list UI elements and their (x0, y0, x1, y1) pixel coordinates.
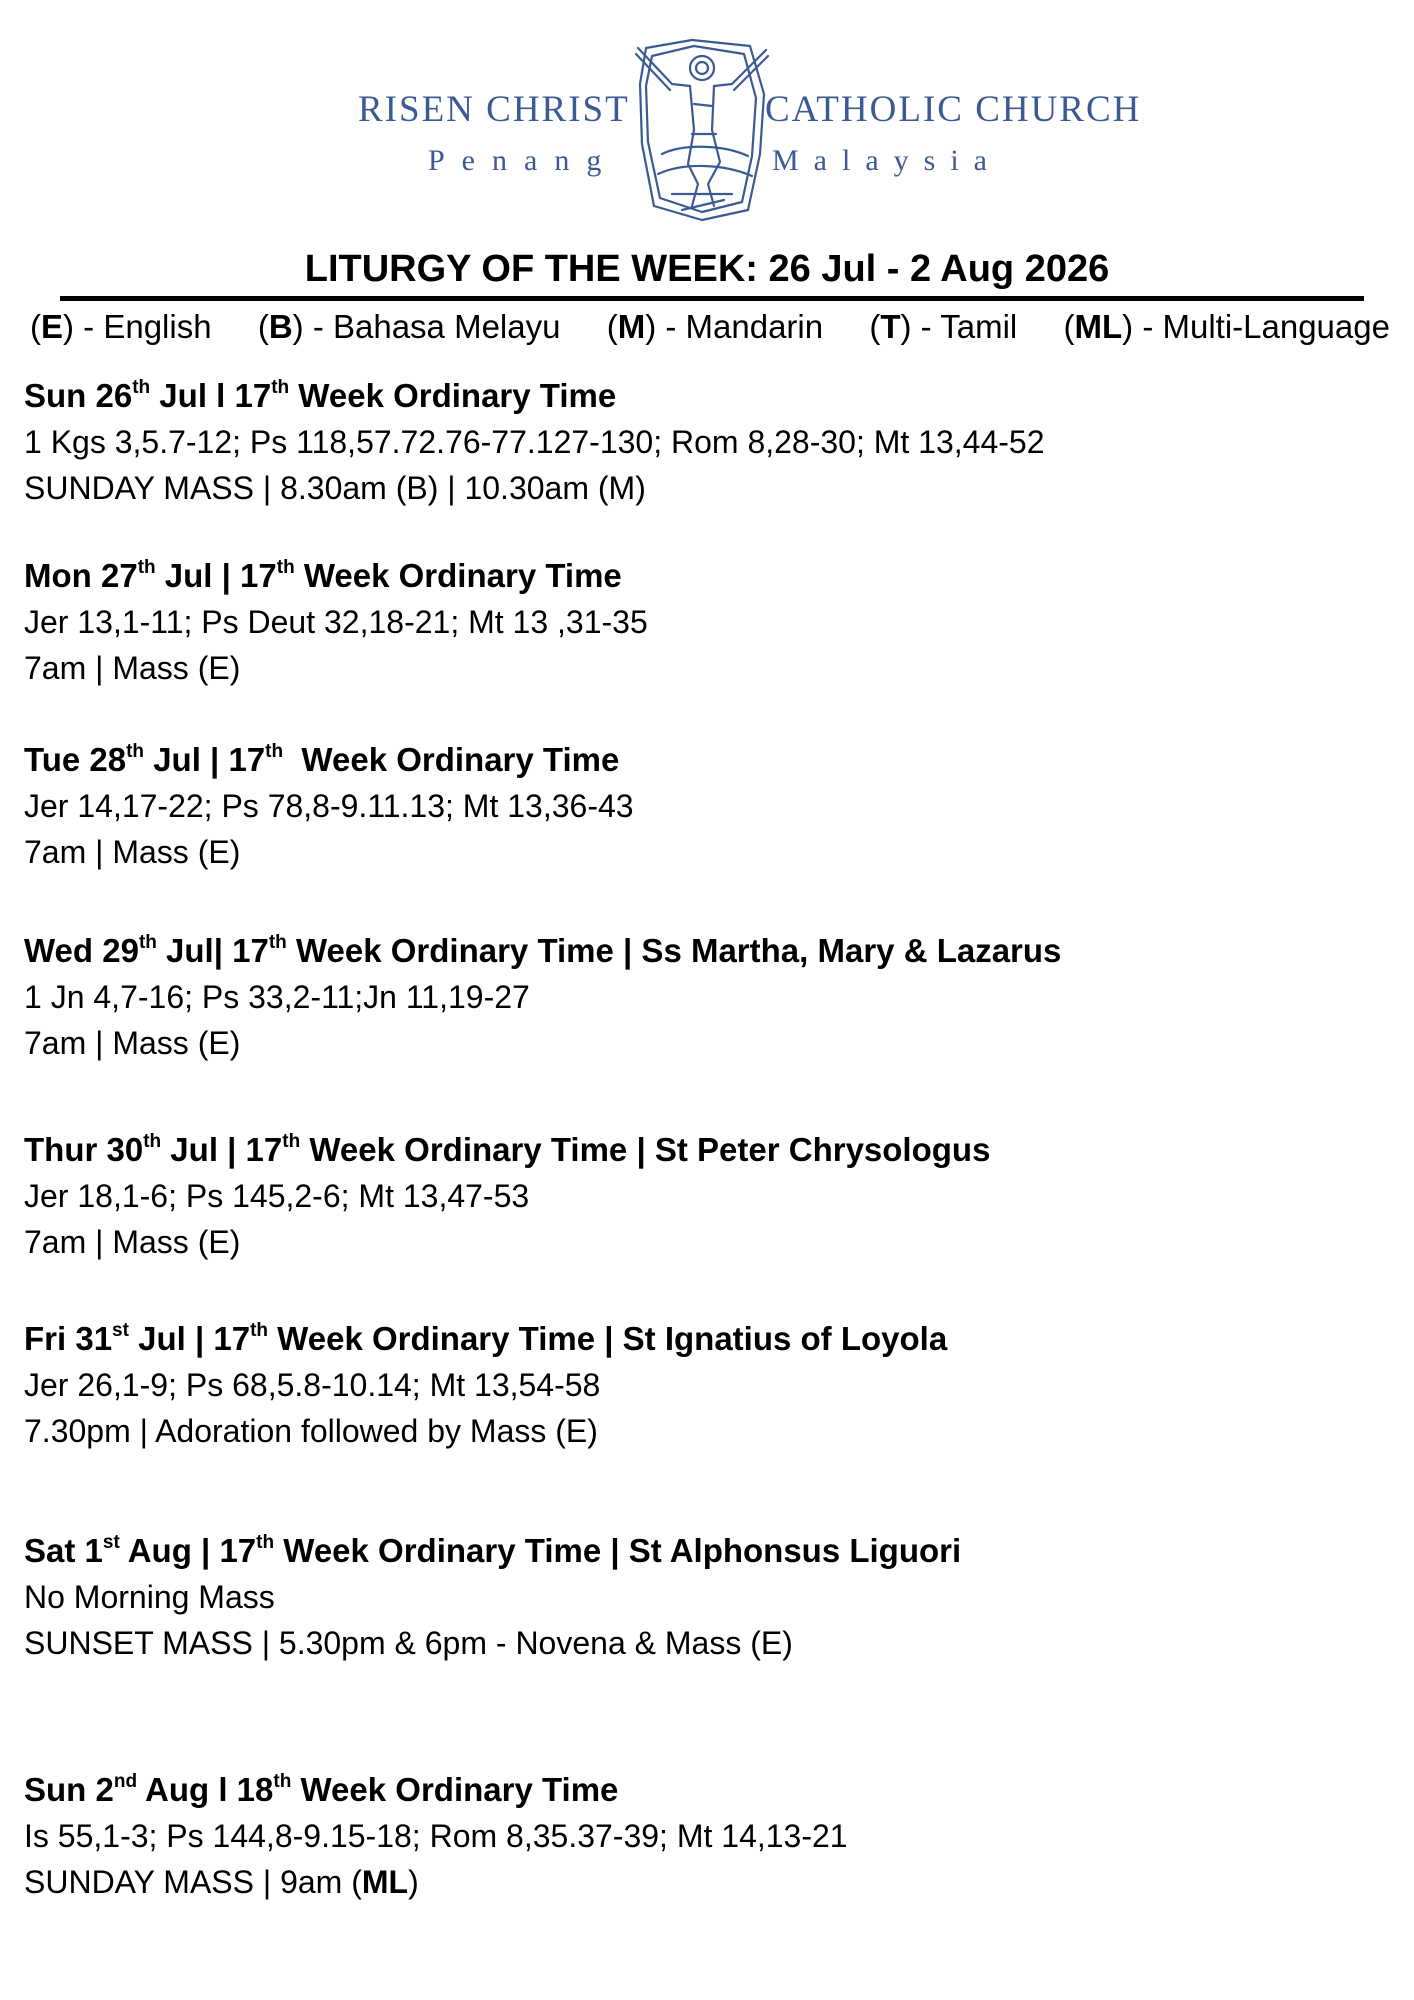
entry-heading: Mon 27th Jul | 17th Week Ordinary Time (24, 557, 622, 594)
church-name-left: RISEN CHRIST (358, 89, 630, 130)
entry-schedule: SUNSET MASS | 5.30pm & 6pm - Novena & Mass (E) (24, 1625, 793, 1661)
legend-item-multi-language: (ML) - Multi-Language (1063, 308, 1390, 345)
church-name-right: CATHOLIC CHURCH (765, 89, 1142, 130)
entry-readings: Jer 26,1-9; Ps 68,5.8-10.14; Mt 13,54-58 (24, 1367, 601, 1403)
liturgy-entry-thur-30-jul (24, 1127, 1394, 1265)
entry-schedule: SUNDAY MASS | 8.30am (B) | 10.30am (M) (24, 470, 646, 506)
church-place-left: Penang (428, 144, 619, 177)
entry-heading: Sun 26th Jul l 17th Week Ordinary Time (24, 377, 617, 414)
church-place-right: Malaysia (772, 144, 1002, 177)
liturgy-entry-tue-28-jul (24, 737, 1394, 875)
title-underline (60, 296, 1364, 301)
entry-heading: Sun 2nd Aug l 18th Week Ordinary Time (24, 1771, 619, 1808)
liturgy-entry-sat-1-aug (24, 1528, 1394, 1666)
entry-readings: 1 Kgs 3,5.7-12; Ps 118,57.72.76-77.127-130; Rom 8,28-30; Mt 13,44-52 (24, 424, 1045, 460)
entry-schedule: 7am | Mass (E) (24, 650, 241, 686)
church-header (0, 0, 1414, 240)
liturgy-entry-wed-29-jul (24, 928, 1394, 1066)
legend-item-mandarin: (M) - Mandarin (606, 308, 824, 345)
entry-schedule: 7am | Mass (E) (24, 1224, 241, 1260)
entry-readings: No Morning Mass (24, 1579, 275, 1615)
language-legend (30, 308, 1390, 346)
entry-schedule: SUNDAY MASS | 9am (ML) (24, 1864, 419, 1900)
liturgy-entry-mon-27-jul (24, 553, 1394, 691)
entry-readings: Is 55,1-3; Ps 144,8-9.15-18; Rom 8,35.37-39; Mt 14,13-21 (24, 1818, 848, 1854)
entry-heading: Sat 1st Aug | 17th Week Ordinary Time | St Alphonsus Liguori (24, 1532, 962, 1569)
entry-readings: 1 Jn 4,7-16; Ps 33,2-11;Jn 11,19-27 (24, 979, 530, 1015)
entry-heading: Thur 30th Jul | 17th Week Ordinary Time | St Peter Chrysologus (24, 1131, 991, 1168)
page-title: LITURGY OF THE WEEK: 26 Jul - 2 Aug 2026 (304, 248, 1110, 290)
risen-christ-logo-icon (632, 34, 772, 224)
entry-schedule: 7am | Mass (E) (24, 1025, 241, 1061)
liturgy-entry-sun-26-jul (24, 373, 1394, 511)
entry-heading: Tue 28th Jul | 17th Week Ordinary Time (24, 741, 620, 778)
entry-readings: Jer 13,1-11; Ps Deut 32,18-21; Mt 13 ,31-35 (24, 604, 648, 640)
legend-item-english: (E) - English (30, 308, 212, 345)
legend-item-bahasa-melayu: (B) - Bahasa Melayu (257, 308, 561, 345)
liturgy-entry-sun-2-aug (24, 1767, 1394, 1905)
entry-schedule: 7am | Mass (E) (24, 834, 241, 870)
legend-item-tamil: (T) - Tamil (869, 308, 1018, 345)
liturgy-entry-fri-31-jul (24, 1316, 1394, 1454)
entry-heading: Wed 29th Jul| 17th Week Ordinary Time | Ss Martha, Mary & Lazarus (24, 932, 1062, 969)
entry-readings: Jer 14,17-22; Ps 78,8-9.11.13; Mt 13,36-43 (24, 788, 634, 824)
entry-heading: Fri 31st Jul | 17th Week Ordinary Time | St Ignatius of Loyola (24, 1320, 948, 1357)
entry-schedule: 7.30pm | Adoration followed by Mass (E) (24, 1413, 598, 1449)
entry-readings: Jer 18,1-6; Ps 145,2-6; Mt 13,47-53 (24, 1178, 530, 1214)
